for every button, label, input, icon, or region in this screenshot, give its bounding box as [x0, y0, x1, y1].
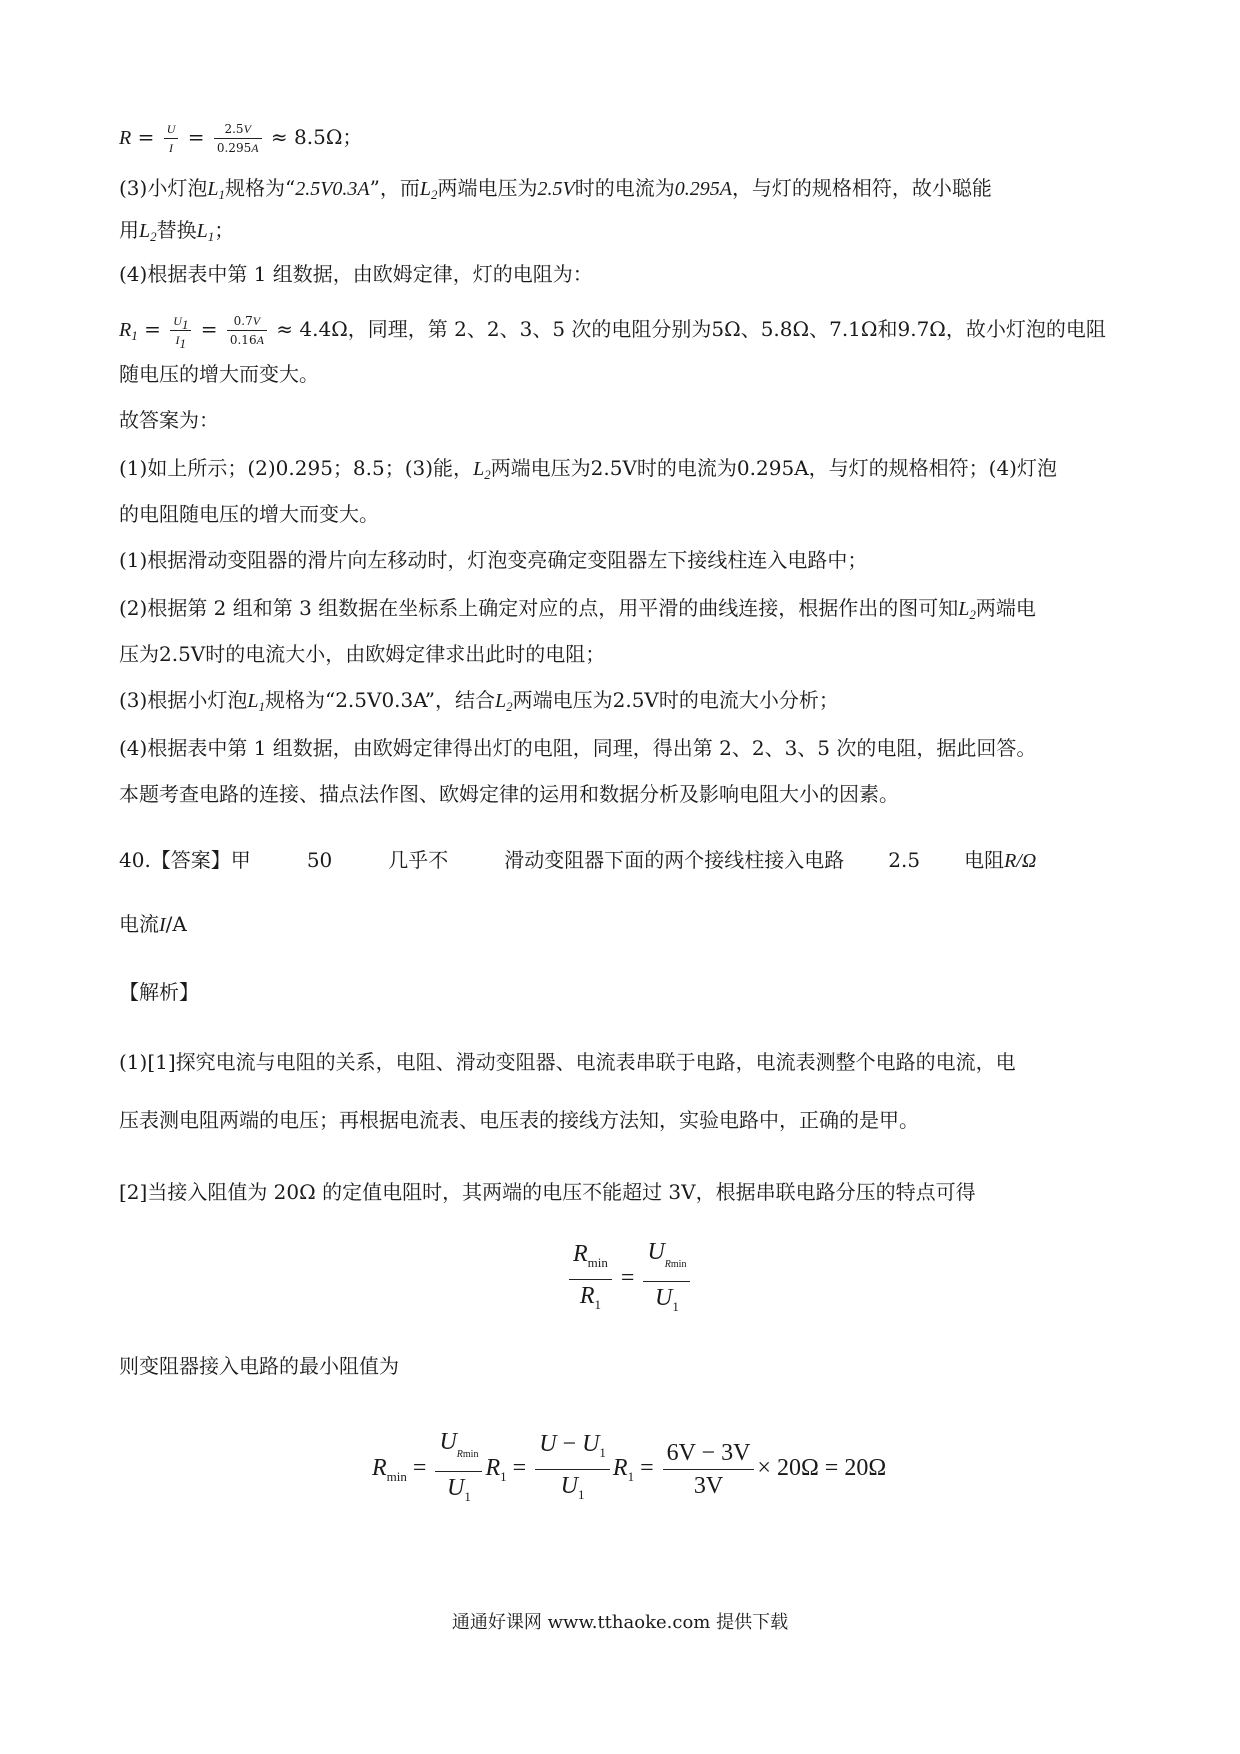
paragraph-4-line-1: (4)根据表中第 1 组数据，由欧姆定律，灯的电阻为：: [119, 262, 593, 286]
formula-result: ≈ 8.5Ω；: [270, 125, 363, 149]
analysis-line-4: [119, 686, 839, 715]
paragraph-3-line-2: [119, 216, 234, 245]
fraction-u1-over-i1: $\frac{U_1}{I_1}$: [170, 312, 191, 349]
fraction-urmin-u1: $\frac{U_{Rmin}}{U_1}$: [435, 1426, 482, 1513]
var-L1: $L_1$: [247, 690, 265, 714]
paragraph-4-line-3: 随电压的增大而变大。: [119, 362, 319, 386]
text-segment: ；: [214, 218, 235, 242]
question-40-answer-cont: [119, 910, 187, 939]
fraction-voltages: $\frac{6V - 3V}{3V}$: [663, 1437, 755, 1502]
text-segment: 规格为“2.5V0.3A”，结合: [264, 688, 495, 712]
fraction-values: $\frac{0.7V}{0.16A}$: [227, 312, 267, 349]
fraction-values: $\frac{2.5V}{0.295A}$: [214, 120, 262, 157]
analysis-40-line-3: [2]当接入阻值为 20Ω 的定值电阻时，其两端的电压不能超过 3V，根据串联电路分压的特点可得: [119, 1180, 976, 1204]
text-segment: 替换: [156, 218, 197, 242]
var-L1: $L_1$: [196, 220, 215, 244]
unit-r-ohm: R/Ω: [1004, 850, 1037, 872]
answer-blank-3: 几乎不: [388, 848, 449, 872]
paragraph-4-formula-line: $R_1$ = $\frac{U_1}{I_1}$ = $\frac{0.7V}{0.16A}$ ≈ 4.4Ω，同理，第 2、2、3、5 次的电阻分别为5Ω、5.8Ω、7.1Ω和9.7Ω，故小灯泡的电阻: [119, 314, 1106, 351]
equation-rmin: $R_{min}$ = $\frac{U_{Rmin}}{U_1}$ $R_1$ = $\frac{U - U_1}{U_1}$ $R_1$ = $\frac{6V - 3V}{3V}$ × 20Ω = 20Ω: [372, 1426, 886, 1513]
var-L2: $L_2$: [958, 598, 976, 622]
text-segment: (2)根据第 2 组和第 3 组数据在坐标系上确定对应的点，用平滑的曲线连接，根据作出的图可知: [119, 596, 959, 620]
analysis-line-1: (1)根据滑动变阻器的滑片向左移动时，灯泡变亮确定变阻器左下接线柱连入电路中；: [119, 548, 868, 572]
var-L1: $L_1$: [207, 178, 225, 202]
var-L2: $L_2$: [473, 458, 491, 482]
resistance-formula-line: R = $\frac{U}{I}$ = $\frac{2.5V}{0.295A}$ ≈ 8.5Ω；: [119, 122, 363, 155]
var-R: R: [119, 127, 132, 149]
text-segment: 规格为“: [224, 176, 296, 200]
voltage-value: 2.5V: [537, 178, 575, 200]
var-L2: $L_2$: [139, 220, 157, 244]
text-segment: 时的电流为: [574, 176, 675, 200]
analysis-heading: 【解析】: [119, 980, 199, 1004]
text-segment: ，与灯的规格相符，故小聪能: [731, 176, 992, 200]
var-L2: $L_2$: [419, 178, 438, 202]
answer-blank-4: 滑动变阻器下面的两个接线柱接入电路: [504, 848, 845, 872]
text-segment: 两端电: [975, 596, 1036, 620]
analysis-line-5: (4)根据表中第 1 组数据，由欧姆定律得出灯的电阻，同理，得出第 2、2、3、5 次的电阻，据此回答。: [119, 736, 1037, 760]
text-segment: (3)小灯泡: [119, 176, 208, 200]
analysis-40-line-2: 压表测电阻两端的电压；再根据电流表、电压表的接线方法知，实验电路中，正确的是甲。: [119, 1108, 919, 1132]
answer-blank-2: 50: [306, 848, 333, 872]
fraction-u-over-i: $\frac{U}{I}$: [164, 120, 179, 157]
analysis-line-2: [119, 594, 1036, 623]
fraction-u-minus-u1: $\frac{U - U_1}{U_1}$: [535, 1428, 610, 1511]
unit-ampere: /A: [165, 912, 187, 936]
var-L2: $L_2$: [494, 690, 513, 714]
answer-heading: 故答案为：: [119, 408, 219, 432]
analysis-line-3: 压为2.5V时的电流大小，由欧姆定律求出此时的电阻；: [119, 642, 606, 666]
answer-line-2: 的电阻随电压的增大而变大。: [119, 502, 379, 526]
analysis-40-line-1: (1)[1]探究电流与电阻的关系，电阻、滑动变阻器、电流表串联于电路，电流表测整个电路的电流，电: [119, 1050, 1016, 1074]
analysis-40-line-4: 则变阻器接入电路的最小阻值为: [119, 1354, 399, 1378]
text-segment: (1)如上所示；(2)0.295；8.5；(3)能，: [119, 456, 474, 480]
text-segment: 两端电压为2.5V时的电流大小分析；: [512, 688, 839, 712]
var-I: I: [159, 914, 166, 936]
page-footer-watermark: 通通好课网 www.tthaoke.com 提供下载: [451, 1612, 789, 1633]
text-segment: ”，而: [369, 176, 420, 200]
formula-result: ≈ 4.4Ω，同理，第 2、2、3、5 次的电阻分别为5Ω、5.8Ω、7.1Ω和9.7Ω，故小灯泡的电阻: [276, 317, 1106, 341]
paragraph-3-line-1: [119, 174, 992, 203]
var-R1: $R_1$: [119, 319, 138, 343]
answer-label: 40.【答案】甲: [119, 848, 251, 872]
text-segment: 两端电压为2.5V时的电流为0.295A，与灯的规格相符；(4)灯泡: [490, 456, 1057, 480]
text-segment: 用: [119, 218, 139, 242]
spec-value: 2.5V0.3A: [295, 178, 370, 200]
fraction-rmin-r1: $\frac{R_{min}}{R_1}$: [569, 1238, 612, 1321]
answer-blank-6: 电阻: [964, 848, 1005, 872]
current-value: 0.295A: [674, 178, 732, 200]
equation-ratio: $\frac{R_{min}}{R_1}$ = $\frac{U_{Rmin}}{U_1}$: [566, 1236, 693, 1323]
answer-blank-5: 2.5: [888, 848, 921, 872]
answer-line-1: [119, 454, 1057, 483]
text-segment: 两端电压为: [437, 176, 538, 200]
analysis-line-6: 本题考查电路的连接、描点法作图、欧姆定律的运用和数据分析及影响电阻大小的因素。: [119, 782, 899, 806]
question-40-answer: [119, 846, 1036, 875]
text-segment: 电流: [119, 912, 159, 936]
fraction-urmin-u1: $\frac{U_{Rmin}}{U_1}$: [643, 1236, 690, 1323]
text-segment: (3)根据小灯泡: [119, 688, 248, 712]
